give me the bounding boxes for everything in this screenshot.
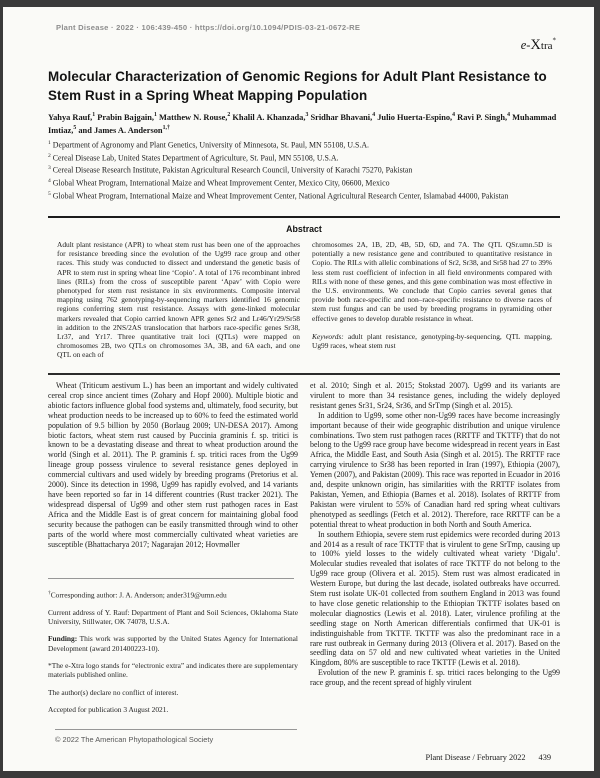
author-affiliation-sup: 4 bbox=[372, 112, 376, 118]
divider-abstract-bottom bbox=[48, 373, 560, 375]
affiliation-number: 3 bbox=[48, 165, 51, 172]
affiliation-number: 4 bbox=[48, 177, 51, 184]
body-paragraph: In addition to Ug99, some other non-Ug99 races have become increasingly important because of their wide geographic distribution and unique virulence combinations. Two stem rust pathogen races (RRTTF and TKTTF) that do not belong to the Ug99 race group have become widespread in recent years in East Africa, the Middle East, and South Asia (Singh et al. 2015). The RRTTF race carrying virulence to Sr38 has been reported in Iran (1997), Ethiopia (2007), Yemen (2007), and Pakistan (2009). This race was reported in Ecuador in 2016 and, despite unknown origin, has similarities with the RRTTF isolates from Pakistan, Yemen, and Ethiopia (Barnes et al. 2018). Isolates of RRTTF from Pakistan were virulent to 55% of Canadian hard red spring wheat cultivars phenotyped as seedlings (Fetch et al. 2012). Therefore, race RRTTF can be a potential threat to wheat production in both North and South America. bbox=[310, 410, 560, 529]
e-xtra-e: e- bbox=[520, 38, 531, 52]
article-title-line1: Molecular Characterization of Genomic Regions for Adult Plant Resistance to bbox=[48, 69, 547, 84]
body-column-right bbox=[310, 381, 560, 747]
author-affiliation-sup: 1 bbox=[154, 112, 157, 118]
copyright-line: © 2022 The American Phytopathological Society bbox=[55, 735, 214, 744]
affiliation-list bbox=[48, 138, 526, 201]
funding-note: Funding: This work was supported by the United States Agency for International Development (award 201400223-10). bbox=[48, 634, 298, 653]
footnote-divider bbox=[48, 578, 294, 579]
page-footer bbox=[426, 753, 551, 762]
dagger-marker: † bbox=[48, 590, 51, 596]
affiliation-item: $^2$ Cereal Disease Lab, United States Department of Agriculture, St. Paul, MN 55108, U.S.A. bbox=[48, 152, 339, 163]
e-xtra-tra: tra bbox=[540, 40, 553, 52]
paper-page bbox=[3, 7, 594, 771]
abstract-paragraph: chromosomes 2A, 1B, 2D, 4B, 5D, 6D, and 7A. The QTL QSr.umn.5D is potentially a new resistance gene and contributed to quantitative resistance in Copio. The RILs with allelic combinations of Sr2, Sr38, and Sr58 had 27 to 39% less stem rust coefficient of infection in all field environments compared with RILs with none of these genes, and this gene combination was most effective in the U.S. environments. We conclude that Copio carries several genes that provide both race-specific and non–race-specific resistance to diverse races of stem rust fungus and can be used by breeding programs in pyramiding other effective genes to develop durable resistance in wheat. bbox=[312, 240, 552, 323]
affiliation-number: 1 bbox=[48, 140, 51, 146]
copyright-divider bbox=[55, 729, 297, 730]
affiliation-item: $^3$ Cereal Disease Research Institute, Pakistan Agricultural Research Council, University of Karachi 75270, Pakistan bbox=[48, 165, 413, 175]
abstract-column-right bbox=[312, 240, 552, 370]
article-title bbox=[48, 67, 568, 105]
body-paragraph: Evolution of the new P. graminis f. sp. tritici races belonging to the Ug99 race group, and the recent spread of highly virulent bbox=[310, 668, 560, 688]
asterisk-marker: * bbox=[48, 660, 52, 670]
affiliation-item: $^4$ Global Wheat Program, International Maize and Wheat Improvement Center, Mexico City, 06600, Mexico bbox=[48, 177, 390, 188]
current-address-note: Current address of Y. Rauf: Department of Plant and Soil Sciences, Oklahoma State University, Stillwater, OK 74078, U.S.A. bbox=[48, 607, 298, 627]
keywords-label: Keywords: bbox=[312, 331, 344, 341]
keywords-text: adult plant resistance, genotyping-by-sequencing, QTL mapping, Ug99 races, wheat stem rust bbox=[312, 331, 552, 351]
e-xtra-x: X bbox=[530, 37, 541, 53]
abstract-column-left: Adult plant resistance (APR) to wheat stem rust has been one of the approaches for resistance breeding since the evolution of the Ug99 race group and other races. This study was conducted to dissect and understand the genetic basis of APR to stem rust in spring wheat line ‘Copio’. A total of 176 recombinant inbred lines (RILs) from the cross of susceptible parent ‘Apav’ with Copio were phenotyped for stem rust resistance in six environments. Composite interval mapping using 762 genotyping-by-sequencing markers identified 16 genomic regions conferring stem rust resistance. Assays with gene-linked molecular markers revealed that Copio carried known APR genes Sr2 and Lr46/Yr29/Sr58 in addition to the 2NS/2AS translocation that harbors race-specific genes Sr38, Lr37, and Yr17. Three quantitative trait loci (QTLs) were mapped on chromosomes 2B, two QTLs on chromosomes 3A, 3B, and 6A each, and one QTL on each of bbox=[57, 240, 300, 360]
abstract-heading: Abstract bbox=[286, 224, 322, 234]
keywords-line bbox=[312, 332, 552, 350]
accepted-note: Accepted for publication 3 August 2021. bbox=[48, 704, 169, 714]
affiliation-number: 2 bbox=[48, 152, 51, 159]
footer-journal: Plant Disease / February 2022 bbox=[425, 753, 526, 762]
author-affiliation-sup: 1 bbox=[92, 112, 96, 118]
divider-thick bbox=[48, 216, 560, 218]
body-paragraph: In southern Ethiopia, severe stem rust epidemics were recorded during 2013 and 2014 as a result of race TKTTF that is virulent to gene SrTmp, causing up to 100% yield losses to the widely cultivated wheat variety ‘Digalu’. Molecular studies revealed that isolates of race TKTTF do not belong to the Ug99 race group (Olivera et al. 2015). Stem rust was almost eradicated in Western Europe, but during the last decade, isolated outbreaks have occurred. Stem rust isolate UK-01 collected from southern England in 2013 was found to have close genetic relationship to the Ethiopian TKTTF isolates based on molecular diagnostics (Lewis et al. 2018). Later, virulence profiling at the seedling stage on North American differentials confirmed that UK-01 is indistinguishable from TKTTF. TKTTF was also the predominant race in a rare rust outbreak in Germany during 2013 (Olivera et al. 2017). Based on the seedling data on 57 old and new cultivated wheat varieties in the United Kingdom, 80% are susceptible to race TKTTF (Lewis et al. 2018). bbox=[310, 529, 560, 668]
author-affiliation-sup: 2 bbox=[227, 112, 231, 118]
body-column-left bbox=[48, 381, 298, 578]
author-list: Yahya Rauf,$^1$ Prabin Bajgain,$^1$ Matthew N. Rouse,$^2$ Khalil A. Khanzada,$^3$ Sridhar Bhavani,$^4$ Julio Huerta-Espino,$^4$ Ravi P. Singh,$^4$ Muhammad Imtiaz,$^5$ and James A. Anderson$^{1,\dagger}$ bbox=[48, 112, 557, 136]
footer-page-number: 439 bbox=[538, 753, 551, 762]
author-affiliation-sup: 3 bbox=[305, 112, 309, 118]
author-affiliation-sup: 1,† bbox=[162, 125, 170, 132]
author-affiliation-sup: 4 bbox=[507, 112, 511, 118]
footnote-block bbox=[48, 578, 298, 722]
conflict-note: The author(s) declare no conflict of interest. bbox=[48, 687, 179, 697]
funding-label: Funding: bbox=[48, 634, 78, 644]
affiliation-item: $^1$ Department of Agronomy and Plant Genetics, University of Minnesota, St. Paul, MN 55108, U.S.A. bbox=[48, 140, 370, 150]
author-affiliation-sup: 5 bbox=[73, 125, 77, 132]
body-paragraph: et al. 2010; Singh et al. 2015; Stokstad 2007). Ug99 and its variants are virulent to more than 34 resistance genes, including the widely deployed resistant genes Sr31, Sr24, Sr36, and SrTmp (Singh et al. 2015). bbox=[310, 381, 560, 410]
author-affiliation-sup: 4 bbox=[452, 112, 456, 118]
e-xtra-note: *The e-Xtra logo stands for “electronic extra” and indicates there are supplementary materials published online. bbox=[48, 660, 298, 680]
body-paragraph: Wheat (Triticum aestivum L.) has been an important and widely cultivated cereal crop since ancient times (Zohary and Hopf 2000). Multiple biotic and abiotic factors influence global food systems and, ultimately, food security, but wheat production needs to be increased up to 60% to feed the estimated world population of 9.5 billion by 2050 (Borlaug 2009; UN-DESA 2017). Among biotic factors, wheat stem rust caused by Puccinia graminis f. sp. tritici is known to be a devastating disease and threat to wheat production around the world (Singh et al. 2011). The P. graminis f. sp. tritici races from the Ug99 lineage group possess virulence to several resistance genes deployed in commercial cultivars and used widely by breeding programs (Pretorius et al. 2000). Since its detection in 1998, Ug99 has rapidly evolved, and 14 variants have been reported so far in 14 different countries (Rust tracker 2021). The widespread dispersal of Ug99 and other stem rust pathogen races in East Africa and the Middle East is of great concern for maintaining global food security because the pathogen can be easily transmitted through wind to other parts of the world where most commercially cultivated wheat varieties are susceptible (Bhattacharya 2017; Nagarajan 2012; Hovmøller bbox=[48, 381, 298, 549]
affiliation-number: 5 bbox=[48, 190, 51, 197]
journal-citation: Plant Disease · 2022 · 106:439-450 · https://doi.org/10.1094/PDIS-03-21-0672-RE bbox=[56, 23, 361, 32]
affiliation-item: $^5$ Global Wheat Program, International Maize and Wheat Improvement Center, National Agricultural Research Center, Islamabad 44000, Pakistan bbox=[48, 190, 509, 201]
article-title-line2: Stem Rust in a Spring Wheat Mapping Population bbox=[48, 88, 368, 103]
e-xtra-logo bbox=[521, 36, 556, 54]
corresponding-author-note: †Corresponding author: J. A. Anderson; ander319@umn.edu bbox=[48, 590, 227, 600]
e-xtra-star: * bbox=[552, 36, 556, 45]
